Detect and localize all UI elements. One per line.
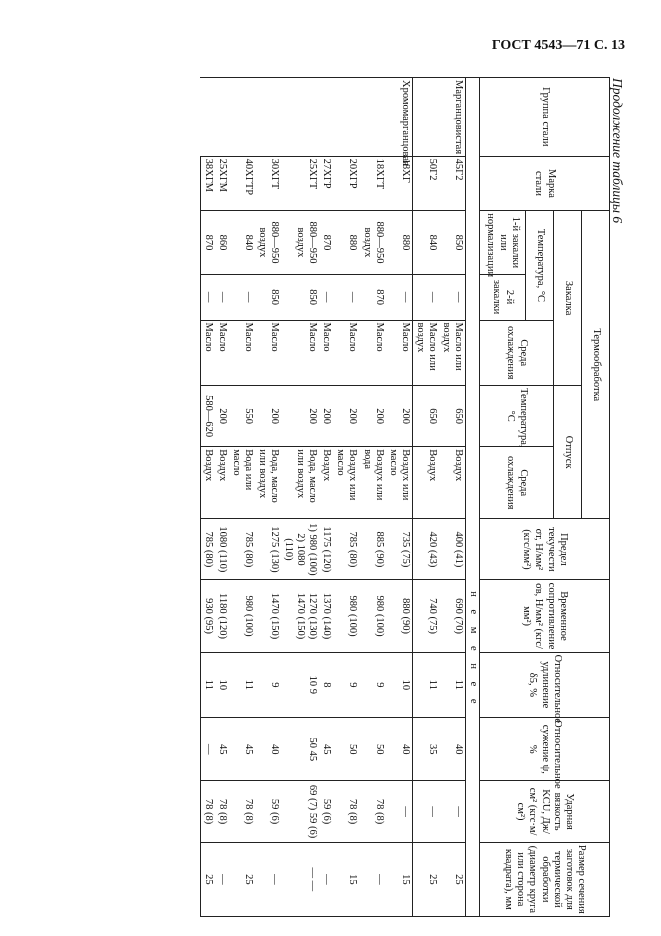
cell-tensile-strength: 1470 (150)	[255, 580, 281, 652]
cell-section-size: 25	[439, 842, 466, 916]
cell-elongation: 11	[229, 652, 255, 718]
cell-quench1-temp: 880—950 воздух	[281, 211, 319, 274]
cell-elongation: 11	[439, 652, 466, 718]
cell-reduction: 40	[439, 718, 466, 781]
cell-section-size: —	[319, 842, 333, 916]
cell-quench1-temp: 880—950 воздух	[360, 211, 386, 274]
cell-temper-medium: Вода или масло	[229, 447, 255, 519]
cell-yield-strength: 420 (43)	[412, 519, 439, 580]
cell-yield-strength: 1275 (130)	[255, 519, 281, 580]
cell-temper-temp: 200	[255, 386, 281, 447]
cell-impact: —	[439, 781, 466, 842]
cell-tensile-strength: 690 (70)	[439, 580, 466, 652]
cell-elongation: 10	[386, 652, 413, 718]
cell-quench2-temp: —	[215, 274, 229, 320]
cell-grade: 27ХГР	[319, 156, 333, 211]
cell-quench-medium: Масло	[215, 320, 229, 386]
table-row	[386, 78, 413, 917]
table-row	[439, 78, 466, 917]
header-quench-2: 2-й закалки	[480, 274, 526, 320]
cell-elongation: 10	[215, 652, 229, 718]
cell-reduction: 40	[255, 718, 281, 781]
cell-impact: 78 (8)	[215, 781, 229, 842]
cell-quench-medium: Масло	[281, 320, 319, 386]
header-grade: Марка стали	[480, 156, 610, 211]
header-tensile: Временное сопротивление σв, Н/мм² (кгс/мм²)	[480, 580, 610, 652]
cell-quench1-temp: 870	[200, 211, 215, 274]
cell-yield-strength: 885 (90)	[360, 519, 386, 580]
cell-elongation: 11	[412, 652, 439, 718]
header-heat-treatment: Термообработка	[582, 211, 610, 519]
cell-reduction: 45	[229, 718, 255, 781]
table-row	[200, 78, 215, 917]
steel-properties-table-rotated	[202, 77, 610, 917]
cell-elongation: 11	[200, 652, 215, 718]
cell-quench2-temp: 850	[255, 274, 281, 320]
table-row	[319, 78, 333, 917]
cell-reduction: 50	[360, 718, 386, 781]
cell-temper-medium: Воздух или вода	[360, 447, 386, 519]
cell-quench-medium: Масло	[386, 320, 413, 386]
cell-elongation: 9	[255, 652, 281, 718]
cell-section-size: —	[215, 842, 229, 916]
cell-quench1-temp: 880	[333, 211, 359, 274]
cell-tensile-strength: 930 (95)	[200, 580, 215, 652]
cell-impact: 78 (8)	[360, 781, 386, 842]
cell-elongation: 10 9	[281, 652, 319, 718]
cell-grade: 25ХГМ	[215, 156, 229, 211]
cell-section-size: 15	[333, 842, 359, 916]
cell-temper-medium: Воздух или масло	[386, 447, 413, 519]
cell-reduction: 45	[319, 718, 333, 781]
cell-temper-temp: 650	[439, 386, 466, 447]
table-row	[255, 78, 281, 917]
cell-tensile-strength: 740 (75)	[412, 580, 439, 652]
cell-section-size: 15	[386, 842, 413, 916]
cell-quench-medium: Масло	[200, 320, 215, 386]
cell-impact: 69 (7) 59 (6)	[281, 781, 319, 842]
cell-grade: 38ХГМ	[200, 156, 215, 211]
cell-section-size: —	[360, 842, 386, 916]
cell-grade: 45Г2	[439, 156, 466, 211]
cell-quench2-temp: 850	[281, 274, 319, 320]
cell-tensile-strength: 880 (90)	[386, 580, 413, 652]
header-quench-1: 1-й закалки или нормализации	[480, 211, 526, 274]
cell-quench1-temp: 870	[319, 211, 333, 274]
cell-reduction: 50	[333, 718, 359, 781]
cell-temper-medium: Воздух	[412, 447, 439, 519]
cell-temper-temp: 200	[215, 386, 229, 447]
cell-temper-medium: Воздух	[200, 447, 215, 519]
cell-impact: 78 (8)	[200, 781, 215, 842]
cell-grade: 18ХГ	[386, 156, 413, 211]
cell-reduction: 35	[412, 718, 439, 781]
header-group: Группа стали	[480, 78, 610, 157]
cell-temper-medium: Вода, масло или воздух	[255, 447, 281, 519]
cell-section-size: 25	[200, 842, 215, 916]
header-tempering: Отпуск	[554, 386, 582, 519]
cell-quench2-temp: —	[319, 274, 333, 320]
cell-yield-strength: 785 (80)	[200, 519, 215, 580]
cell-tensile-strength: 980 (100)	[333, 580, 359, 652]
table-continuation-label: Продолжение таблицы 6	[610, 78, 625, 224]
cell-quench1-temp: 860	[215, 211, 229, 274]
cell-quench-medium: Масло	[255, 320, 281, 386]
cell-quench2-temp: —	[229, 274, 255, 320]
table-row	[412, 78, 439, 917]
header-yield: Предел текучести σт, Н/мм² (кгс/мм²)	[480, 519, 610, 580]
table-row	[215, 78, 229, 917]
cell-impact: —	[412, 781, 439, 842]
cell-reduction: —	[200, 718, 215, 781]
cell-quench2-temp: —	[200, 274, 215, 320]
cell-impact: 78 (8)	[229, 781, 255, 842]
cell-tensile-strength: 1270 (130) 1470 (150)	[281, 580, 319, 652]
cell-quench-medium: Масло или воздух	[412, 320, 439, 386]
cell-reduction: 45	[215, 718, 229, 781]
cell-elongation: 9	[360, 652, 386, 718]
cell-quench2-temp: —	[439, 274, 466, 320]
steel-properties-table	[200, 77, 610, 917]
cell-group: Хромомарганцовая	[200, 78, 412, 157]
cell-reduction: 40	[386, 718, 413, 781]
cell-quench-medium: Масло	[229, 320, 255, 386]
cell-quench-medium: Масло или воздух	[439, 320, 466, 386]
table-row	[360, 78, 386, 917]
cell-grade: 50Г2	[412, 156, 439, 211]
cell-quench-medium: Масло	[319, 320, 333, 386]
cell-yield-strength: 735 (75)	[386, 519, 413, 580]
cell-quench1-temp: 880	[386, 211, 413, 274]
cell-quench1-temp: 840	[229, 211, 255, 274]
cell-tensile-strength: 1370 (140)	[319, 580, 333, 652]
cell-temper-temp: 200	[386, 386, 413, 447]
cell-grade: 20ХГР	[333, 156, 359, 211]
cell-section-size: — —	[281, 842, 319, 916]
cell-temper-temp: 200	[281, 386, 319, 447]
cell-yield-strength: 1) 980 (100) 2) 1080 (110)	[281, 519, 319, 580]
cell-temper-medium: Воздух	[439, 447, 466, 519]
cell-quench2-temp: —	[333, 274, 359, 320]
cell-temper-temp: 200	[319, 386, 333, 447]
cell-impact: 78 (8)	[333, 781, 359, 842]
header-elongation: Относительное удлинение δ5, %	[480, 652, 610, 718]
cell-tensile-strength: 980 (100)	[229, 580, 255, 652]
header-quench-temp: Температура, °С	[526, 211, 554, 320]
cell-elongation: 9	[333, 652, 359, 718]
cell-quench1-temp: 880—950 воздух	[255, 211, 281, 274]
table-row	[333, 78, 359, 917]
cell-quench1-temp: 850	[439, 211, 466, 274]
table-row	[229, 78, 255, 917]
table-row	[281, 78, 319, 917]
cell-temper-temp: 650	[412, 386, 439, 447]
cell-grade: 25ХГТ	[281, 156, 319, 211]
cell-temper-temp: 550	[229, 386, 255, 447]
cell-quench-medium: Масло	[333, 320, 359, 386]
header-temper-temp: Температура, °С	[480, 386, 554, 447]
cell-yield-strength: 1080 (110)	[215, 519, 229, 580]
cell-yield-strength: 785 (80)	[333, 519, 359, 580]
header-quench-medium: Среда охлаждения	[480, 320, 554, 386]
cell-temper-medium: Воздух	[215, 447, 229, 519]
header-impact: Ударная вязкость KCU, Дж/см² (кгс·м/см²)	[480, 781, 610, 842]
cell-temper-medium: Вода, масло или воздух	[281, 447, 319, 519]
header-temper-medium: Среда охлаждения	[480, 447, 554, 519]
cell-yield-strength: 785 (80)	[229, 519, 255, 580]
cell-quench2-temp: 870	[360, 274, 386, 320]
cell-section-size: —	[255, 842, 281, 916]
cell-tensile-strength: 980 (100)	[360, 580, 386, 652]
cell-temper-temp: 200	[333, 386, 359, 447]
cell-quench1-temp: 840	[412, 211, 439, 274]
cell-impact: —	[386, 781, 413, 842]
header-size: Размер сечения заготовок для термической обработки (диаметр круга или сторона квадрата), мм	[480, 842, 610, 916]
cell-temper-temp: 200	[360, 386, 386, 447]
cell-tensile-strength: 1180 (120)	[215, 580, 229, 652]
not-less-label: н е м е н е е	[467, 591, 479, 709]
page-header: ГОСТ 4543—71 С. 13	[491, 38, 625, 53]
cell-quench2-temp: —	[412, 274, 439, 320]
cell-grade: 18ХГТ	[360, 156, 386, 211]
cell-yield-strength: 1175 (120)	[319, 519, 333, 580]
cell-grade: 30ХГТ	[255, 156, 281, 211]
header-reduction: Относительное сужение ψ, %	[480, 718, 610, 781]
cell-temper-medium: Воздух	[319, 447, 333, 519]
cell-quench2-temp: —	[386, 274, 413, 320]
cell-quench-medium: Масло	[360, 320, 386, 386]
cell-grade: 40ХГТР	[229, 156, 255, 211]
cell-temper-temp: 580—620	[200, 386, 215, 447]
cell-impact: 59 (6)	[319, 781, 333, 842]
cell-reduction: 50 45	[281, 718, 319, 781]
cell-group: Марганцовистая	[412, 78, 465, 157]
cell-impact: 59 (6)	[255, 781, 281, 842]
table-body	[200, 78, 465, 917]
cell-section-size: 25	[229, 842, 255, 916]
cell-temper-medium: Воздух или масло	[333, 447, 359, 519]
cell-elongation: 8	[319, 652, 333, 718]
cell-section-size: 25	[412, 842, 439, 916]
header-quenching: Закалка	[554, 211, 582, 386]
cell-yield-strength: 400 (41)	[439, 519, 466, 580]
